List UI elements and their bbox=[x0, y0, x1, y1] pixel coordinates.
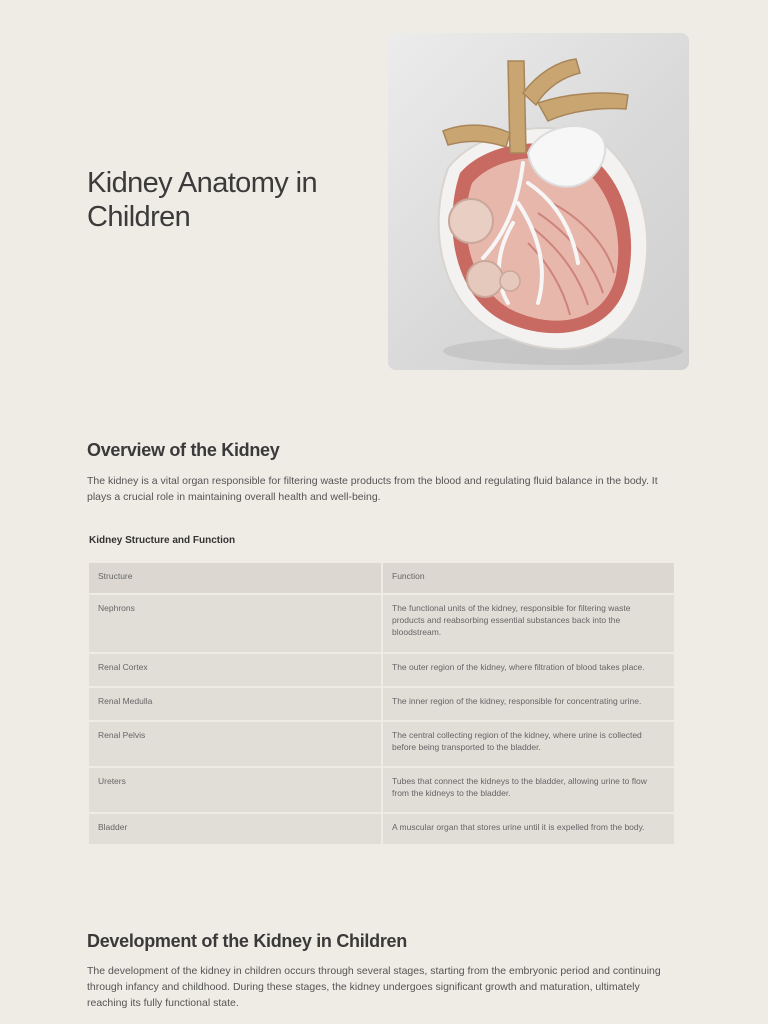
page-title: Kidney Anatomy in Children bbox=[87, 167, 317, 233]
table-header-row bbox=[89, 563, 674, 593]
table-row bbox=[89, 768, 674, 812]
table-row bbox=[89, 722, 674, 766]
table-row bbox=[89, 688, 674, 720]
function-cell: Tubes that connect the kidneys to the bladder, allowing urine to flow from the kidneys to the bladder. bbox=[383, 768, 674, 812]
development-heading: Development of the Kidney in Children bbox=[87, 931, 407, 951]
function-cell: The inner region of the kidney, responsible for concentrating urine. bbox=[383, 688, 674, 720]
column-header-structure: Structure bbox=[89, 563, 381, 593]
kidney-illustration-image bbox=[388, 33, 689, 370]
table-row bbox=[89, 654, 674, 686]
function-cell: The central collecting region of the kidney, where urine is collected before being transported to the bladder. bbox=[383, 722, 674, 766]
table-row bbox=[89, 814, 674, 844]
table-row bbox=[89, 595, 674, 652]
structure-cell: Renal Medulla bbox=[89, 688, 381, 720]
column-header-function: Function bbox=[383, 563, 674, 593]
structure-cell: Bladder bbox=[89, 814, 381, 844]
structure-cell: Ureters bbox=[89, 768, 381, 812]
overview-heading: Overview of the Kidney bbox=[87, 440, 280, 460]
function-cell: The outer region of the kidney, where filtration of blood takes place. bbox=[383, 654, 674, 686]
overview-paragraph: The kidney is a vital organ responsible for filtering waste products from the blood and regulating fluid balance in the body. It plays a crucial role in maintaining overall health and well-being. bbox=[87, 475, 658, 503]
table-caption: Kidney Structure and Function bbox=[89, 535, 236, 546]
function-cell: The functional units of the kidney, responsible for filtering waste products and reabsorbing essential substances back into the bloodstream. bbox=[383, 595, 674, 652]
kidney-illustration-icon bbox=[388, 33, 689, 370]
development-paragraph: The development of the kidney in children occurs through several stages, starting from the embryonic period and continuing through infancy and childhood. During these stages, the kidney undergoes significant growth and maturation, ultimately reaching its fully functional state. bbox=[87, 965, 661, 1009]
structure-cell: Renal Pelvis bbox=[89, 722, 381, 766]
function-cell: A muscular organ that stores urine until it is expelled from the body. bbox=[383, 814, 674, 844]
kidney-structure-table bbox=[87, 561, 676, 846]
structure-cell: Renal Cortex bbox=[89, 654, 381, 686]
structure-cell: Nephrons bbox=[89, 595, 381, 652]
